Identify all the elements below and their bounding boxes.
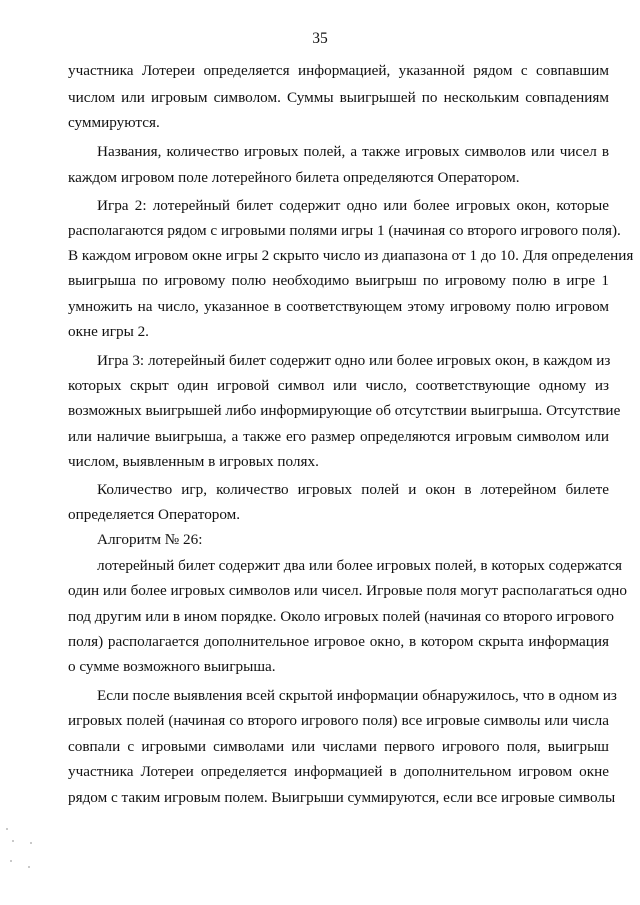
text-line: умножить на число, указанное в соответствующем этому игровому полю игровом bbox=[68, 298, 609, 315]
text-line: рядом с таким игровым полем. Выигрыши суммируются, если все игровые символы bbox=[68, 789, 616, 806]
text-line: возможных выигрышей либо информирующие об отсутствии выигрыша. Отсутствие bbox=[68, 402, 621, 419]
scan-speck bbox=[30, 842, 32, 844]
text-line: о сумме возможного выигрыша. bbox=[68, 658, 276, 675]
text-line: лотерейный билет содержит два или более игровых полей, в которых содержатся bbox=[97, 557, 622, 574]
text-line: поля) располагается дополнительное игровое окно, в котором скрыта информация bbox=[68, 633, 609, 650]
section-heading: Алгоритм № 26: bbox=[97, 531, 203, 548]
text-line: определяется Оператором. bbox=[68, 506, 241, 523]
text-line: один или более игровых символов или чисел. Игровые поля могут располагаться одно bbox=[68, 582, 627, 599]
text-line: участника Лотереи определяется информацией в дополнительном игровом окне bbox=[68, 763, 609, 780]
text-line: под другим или в ином порядке. Около игровых полей (начиная со второго игрового bbox=[68, 608, 614, 625]
text-line: числом, выявленным в игровых полях. bbox=[68, 453, 319, 470]
scan-speck bbox=[6, 828, 8, 830]
text-line: совпали с игровыми символами или числами первого игрового поля, выигрыш bbox=[68, 738, 609, 755]
text-line: выигрыша по игровому полю необходимо выигрыш по игровому полю в игре 1 bbox=[68, 272, 609, 289]
scan-speck bbox=[12, 840, 14, 842]
text-line: В каждом игровом окне игры 2 скрыто число из диапазона от 1 до 10. Для определения bbox=[68, 247, 634, 264]
text-line: которых скрыт один игровой символ или число, соответствующие одному из bbox=[68, 377, 609, 394]
text-line: суммируются. bbox=[68, 114, 160, 131]
scan-speck bbox=[28, 866, 30, 868]
text-line: Названия, количество игровых полей, а также игровых символов или чисел в bbox=[97, 143, 609, 160]
text-line: Игра 3: лотерейный билет содержит одно или более игровых окон, в каждом из bbox=[97, 352, 611, 369]
text-line: Если после выявления всей скрытой информации обнаружилось, что в одном из bbox=[97, 687, 617, 704]
text-line: игровых полей (начиная со второго игрового поля) все игровые символы или числа bbox=[68, 712, 609, 729]
text-line: участника Лотереи определяется информацией, указанной рядом с совпавшим bbox=[68, 62, 609, 79]
text-line: числом или игровым символом. Суммы выигрышей по нескольким совпадениям bbox=[68, 89, 609, 106]
text-line: каждом игровом поле лотерейного билета определяются Оператором. bbox=[68, 169, 520, 186]
text-line: располагаются рядом с игровыми полями игры 1 (начиная со второго игрового поля). bbox=[68, 222, 621, 239]
text-line: окне игры 2. bbox=[68, 323, 149, 340]
text-line: Количество игр, количество игровых полей и окон в лотерейном билете bbox=[97, 481, 609, 498]
page-number: 35 bbox=[312, 30, 328, 47]
scan-speck bbox=[10, 860, 12, 862]
text-line: Игра 2: лотерейный билет содержит одно или более игровых окон, которые bbox=[97, 197, 609, 214]
text-line: или наличие выигрыша, а также его размер определяются игровым символом или bbox=[68, 428, 609, 445]
